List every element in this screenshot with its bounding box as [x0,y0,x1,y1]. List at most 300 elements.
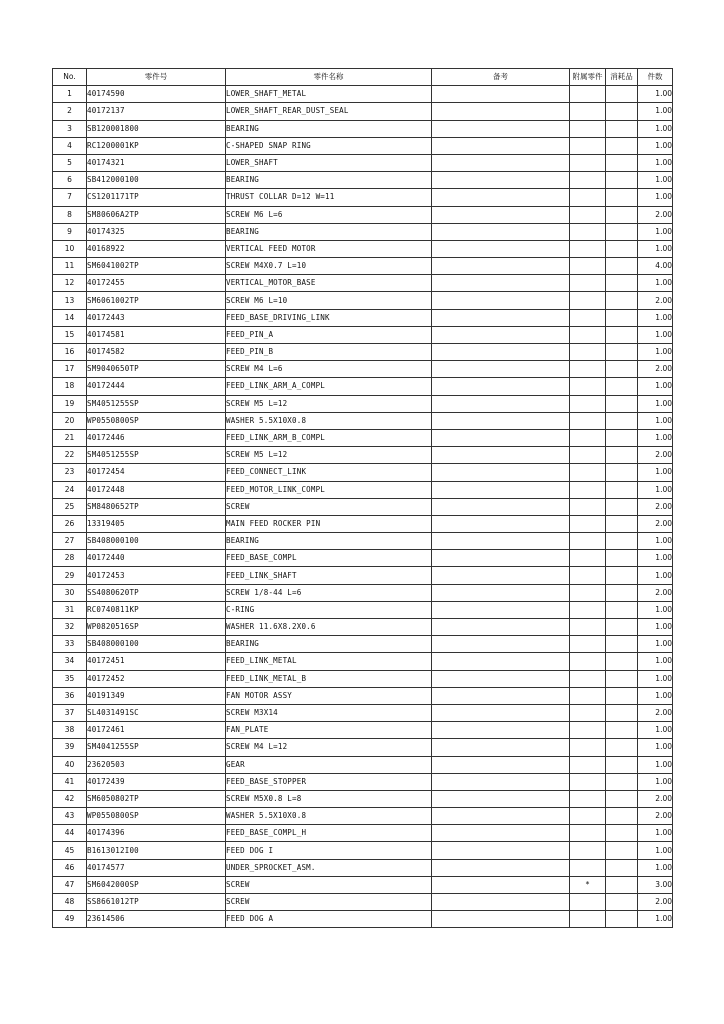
cell-consumable [606,584,638,601]
cell-qty: 1.00 [638,653,673,670]
cell-part-no: 40174325 [87,223,226,240]
cell-qty: 1.00 [638,567,673,584]
cell-consumable [606,670,638,687]
cell-part-name: BEARING [226,533,432,550]
cell-no: 22 [53,447,87,464]
cell-part-no: CS1201171TP [87,189,226,206]
table-row [53,154,673,171]
cell-accessory [570,533,606,550]
cell-consumable [606,567,638,584]
cell-consumable [606,601,638,618]
table-row [53,206,673,223]
cell-part-no: SM6041002TP [87,258,226,275]
cell-qty: 2.00 [638,292,673,309]
header-remarks: 备考 [432,69,570,86]
cell-accessory [570,447,606,464]
cell-part-no: 40174396 [87,825,226,842]
cell-part-name: SCREW M6 L=6 [226,206,432,223]
cell-qty: 1.00 [638,773,673,790]
cell-accessory [570,515,606,532]
cell-no: 29 [53,567,87,584]
cell-remarks [432,464,570,481]
cell-consumable [606,172,638,189]
cell-qty: 1.00 [638,533,673,550]
cell-accessory [570,619,606,636]
cell-qty: 4.00 [638,258,673,275]
cell-accessory [570,739,606,756]
table-row [53,876,673,893]
cell-part-no: SM6042000SP [87,876,226,893]
table-row [53,619,673,636]
table-row [53,326,673,343]
cell-part-no: 40172444 [87,378,226,395]
cell-part-no: B1613012I00 [87,842,226,859]
cell-part-no: 40172453 [87,567,226,584]
table-row [53,584,673,601]
cell-qty: 1.00 [638,859,673,876]
cell-no: 21 [53,429,87,446]
cell-accessory [570,206,606,223]
cell-consumable [606,842,638,859]
table-row [53,447,673,464]
cell-part-name: FAN MOTOR ASSY [226,687,432,704]
cell-part-name: SCREW M6 L=10 [226,292,432,309]
cell-qty: 1.00 [638,412,673,429]
cell-part-name: VERTICAL FEED MOTOR [226,240,432,257]
cell-consumable [606,687,638,704]
cell-qty: 1.00 [638,601,673,618]
cell-part-name: C-SHAPED SNAP RING [226,137,432,154]
cell-remarks [432,894,570,911]
cell-part-name: SCREW [226,894,432,911]
cell-accessory [570,361,606,378]
cell-part-no: RC0740811KP [87,601,226,618]
cell-no: 3 [53,120,87,137]
cell-part-no: 40174577 [87,859,226,876]
cell-remarks [432,550,570,567]
cell-remarks [432,275,570,292]
cell-no: 40 [53,756,87,773]
cell-remarks [432,876,570,893]
cell-part-no: SB120001800 [87,120,226,137]
table-row [53,481,673,498]
cell-consumable [606,808,638,825]
table-row [53,86,673,103]
table-row [53,773,673,790]
cell-accessory [570,275,606,292]
cell-accessory [570,154,606,171]
cell-part-name: SCREW M5 L=12 [226,447,432,464]
cell-qty: 1.00 [638,309,673,326]
cell-part-name: SCREW 1/8-44 L=6 [226,584,432,601]
cell-no: 4 [53,137,87,154]
cell-part-name: SCREW [226,498,432,515]
cell-part-name: LOWER_SHAFT_REAR_DUST_SEAL [226,103,432,120]
cell-no: 48 [53,894,87,911]
cell-part-name: SCREW [226,876,432,893]
cell-consumable [606,550,638,567]
cell-remarks [432,240,570,257]
table-row [53,808,673,825]
cell-accessory [570,653,606,670]
cell-part-no: 23620503 [87,756,226,773]
table-row [53,653,673,670]
cell-remarks [432,601,570,618]
cell-remarks [432,670,570,687]
cell-consumable [606,223,638,240]
cell-part-no: 40174321 [87,154,226,171]
cell-accessory [570,223,606,240]
cell-qty: 1.00 [638,326,673,343]
table-row [53,550,673,567]
header-qty: 件数 [638,69,673,86]
cell-part-no: SB408000100 [87,636,226,653]
cell-no: 36 [53,687,87,704]
cell-consumable [606,790,638,807]
cell-remarks [432,395,570,412]
cell-no: 47 [53,876,87,893]
cell-no: 1 [53,86,87,103]
cell-accessory [570,808,606,825]
cell-part-name: FEED_CONNECT_LINK [226,464,432,481]
cell-qty: 2.00 [638,790,673,807]
cell-consumable [606,412,638,429]
cell-no: 37 [53,704,87,721]
cell-accessory [570,412,606,429]
cell-qty: 2.00 [638,584,673,601]
cell-remarks [432,567,570,584]
cell-qty: 1.00 [638,842,673,859]
cell-qty: 1.00 [638,550,673,567]
cell-remarks [432,722,570,739]
cell-consumable [606,189,638,206]
cell-consumable [606,206,638,223]
cell-consumable [606,137,638,154]
cell-accessory [570,395,606,412]
cell-consumable [606,739,638,756]
cell-accessory [570,670,606,687]
cell-qty: 2.00 [638,498,673,515]
cell-part-name: FEED_BASE_DRIVING_LINK [226,309,432,326]
cell-accessory [570,103,606,120]
cell-remarks [432,206,570,223]
cell-remarks [432,704,570,721]
cell-qty: 2.00 [638,808,673,825]
cell-consumable [606,722,638,739]
cell-remarks [432,653,570,670]
cell-remarks [432,258,570,275]
cell-accessory [570,584,606,601]
cell-part-no: 13319405 [87,515,226,532]
cell-consumable [606,378,638,395]
cell-part-name: GEAR [226,756,432,773]
cell-part-name: FEED_PIN_A [226,326,432,343]
cell-accessory [570,86,606,103]
cell-no: 43 [53,808,87,825]
cell-part-name: WASHER 5.5X10X0.8 [226,808,432,825]
cell-consumable [606,515,638,532]
cell-qty: 1.00 [638,739,673,756]
cell-accessory [570,859,606,876]
cell-part-name: WASHER 11.6X8.2X0.6 [226,619,432,636]
cell-consumable [606,825,638,842]
cell-no: 26 [53,515,87,532]
cell-qty: 2.00 [638,704,673,721]
cell-no: 46 [53,859,87,876]
table-row [53,137,673,154]
cell-accessory [570,429,606,446]
cell-accessory [570,550,606,567]
cell-no: 2 [53,103,87,120]
cell-part-name: WASHER 5.5X10X0.8 [226,412,432,429]
cell-qty: 1.00 [638,154,673,171]
cell-part-name: FEED_LINK_ARM_B_COMPL [226,429,432,446]
cell-part-name: FEED_PIN_B [226,344,432,361]
cell-accessory [570,464,606,481]
cell-no: 17 [53,361,87,378]
cell-accessory [570,894,606,911]
cell-part-name: SCREW M5 L=12 [226,395,432,412]
cell-part-no: WP0550800SP [87,808,226,825]
cell-remarks [432,292,570,309]
cell-accessory [570,704,606,721]
cell-consumable [606,292,638,309]
cell-part-name: BEARING [226,636,432,653]
table-row [53,378,673,395]
cell-part-no: 40174581 [87,326,226,343]
cell-accessory [570,137,606,154]
cell-part-name: FEED DOG I [226,842,432,859]
cell-qty: 1.00 [638,395,673,412]
cell-consumable [606,894,638,911]
cell-accessory [570,636,606,653]
cell-no: 30 [53,584,87,601]
cell-accessory [570,240,606,257]
cell-remarks [432,86,570,103]
cell-part-name: FEED_BASE_STOPPER [226,773,432,790]
header-no: No. [53,69,87,86]
cell-no: 10 [53,240,87,257]
cell-part-name: SCREW M4X0.7 L=10 [226,258,432,275]
cell-accessory [570,189,606,206]
cell-part-no: 40174590 [87,86,226,103]
cell-remarks [432,859,570,876]
cell-part-no: WP0820516SP [87,619,226,636]
cell-qty: 1.00 [638,481,673,498]
table-row [53,292,673,309]
cell-part-name: FEED DOG A [226,911,432,928]
cell-consumable [606,464,638,481]
cell-remarks [432,687,570,704]
cell-consumable [606,103,638,120]
cell-qty: 1.00 [638,911,673,928]
table-row [53,894,673,911]
cell-part-name: FAN_PLATE [226,722,432,739]
cell-remarks [432,584,570,601]
cell-accessory [570,911,606,928]
cell-part-no: SS4080620TP [87,584,226,601]
cell-no: 19 [53,395,87,412]
cell-part-no: SM4041255SP [87,739,226,756]
cell-accessory [570,687,606,704]
cell-consumable [606,876,638,893]
cell-no: 28 [53,550,87,567]
cell-no: 13 [53,292,87,309]
table-row [53,842,673,859]
cell-qty: 1.00 [638,86,673,103]
cell-accessory [570,481,606,498]
cell-qty: 1.00 [638,756,673,773]
cell-consumable [606,447,638,464]
cell-remarks [432,344,570,361]
cell-part-name: SCREW M4 L=12 [226,739,432,756]
cell-accessory [570,842,606,859]
header-consumable: 消耗品 [606,69,638,86]
cell-consumable [606,911,638,928]
cell-part-no: SS8661012TP [87,894,226,911]
cell-remarks [432,412,570,429]
table-row [53,240,673,257]
table-row [53,412,673,429]
cell-consumable [606,395,638,412]
table-row [53,498,673,515]
cell-qty: 2.00 [638,361,673,378]
cell-consumable [606,533,638,550]
cell-no: 42 [53,790,87,807]
cell-qty: 1.00 [638,137,673,154]
cell-qty: 2.00 [638,894,673,911]
cell-no: 31 [53,601,87,618]
cell-qty: 1.00 [638,429,673,446]
cell-no: 5 [53,154,87,171]
cell-remarks [432,481,570,498]
cell-consumable [606,653,638,670]
cell-remarks [432,533,570,550]
cell-part-no: SM4051255SP [87,447,226,464]
cell-consumable [606,498,638,515]
cell-accessory [570,292,606,309]
cell-part-name: FEED_BASE_COMPL [226,550,432,567]
table-row [53,258,673,275]
cell-part-name: FEED_BASE_COMPL_H [226,825,432,842]
cell-no: 20 [53,412,87,429]
table-row [53,275,673,292]
cell-no: 8 [53,206,87,223]
cell-accessory [570,120,606,137]
cell-part-name: LOWER_SHAFT_METAL [226,86,432,103]
cell-remarks [432,515,570,532]
cell-accessory [570,601,606,618]
cell-part-no: SB408000100 [87,533,226,550]
cell-no: 33 [53,636,87,653]
cell-part-no: SB412000100 [87,172,226,189]
table-row [53,395,673,412]
table-row [53,859,673,876]
cell-no: 45 [53,842,87,859]
cell-part-name: FEED_LINK_METAL [226,653,432,670]
cell-consumable [606,773,638,790]
cell-no: 16 [53,344,87,361]
cell-part-no: 40172461 [87,722,226,739]
table-row [53,567,673,584]
table-row [53,704,673,721]
cell-part-name: UNDER_SPROCKET_ASM. [226,859,432,876]
cell-consumable [606,859,638,876]
table-row [53,825,673,842]
cell-consumable [606,429,638,446]
cell-qty: 1.00 [638,240,673,257]
table-row [53,911,673,928]
cell-part-no: 40172454 [87,464,226,481]
cell-remarks [432,739,570,756]
cell-part-no: 40168922 [87,240,226,257]
cell-remarks [432,154,570,171]
cell-part-name: FEED_LINK_ARM_A_COMPL [226,378,432,395]
table-row [53,790,673,807]
cell-qty: 1.00 [638,189,673,206]
cell-part-no: SM8480652TP [87,498,226,515]
cell-part-no: 40174582 [87,344,226,361]
cell-part-no: 40172455 [87,275,226,292]
cell-part-no: SM9040650TP [87,361,226,378]
cell-consumable [606,275,638,292]
cell-consumable [606,154,638,171]
cell-remarks [432,773,570,790]
cell-accessory [570,790,606,807]
cell-accessory [570,344,606,361]
cell-consumable [606,240,638,257]
table-row [53,103,673,120]
cell-accessory [570,756,606,773]
cell-qty: 1.00 [638,344,673,361]
cell-qty: 2.00 [638,206,673,223]
table-row [53,739,673,756]
cell-accessory [570,172,606,189]
table-row [53,172,673,189]
cell-part-name: SCREW M5X0.8 L=8 [226,790,432,807]
cell-remarks [432,378,570,395]
table-row [53,120,673,137]
cell-no: 12 [53,275,87,292]
cell-no: 34 [53,653,87,670]
cell-consumable [606,704,638,721]
cell-part-name: MAIN FEED ROCKER PIN [226,515,432,532]
cell-no: 14 [53,309,87,326]
cell-accessory [570,498,606,515]
cell-no: 35 [53,670,87,687]
cell-part-no: RC1200001KP [87,137,226,154]
table-row [53,533,673,550]
cell-part-name: BEARING [226,120,432,137]
cell-remarks [432,756,570,773]
cell-qty: 1.00 [638,120,673,137]
cell-qty: 2.00 [638,447,673,464]
cell-consumable [606,756,638,773]
cell-no: 25 [53,498,87,515]
table-row [53,670,673,687]
cell-consumable [606,344,638,361]
cell-part-no: 40172137 [87,103,226,120]
cell-part-name: C-RING [226,601,432,618]
cell-remarks [432,172,570,189]
table-row [53,464,673,481]
cell-no: 39 [53,739,87,756]
cell-part-name: FEED_LINK_SHAFT [226,567,432,584]
cell-no: 49 [53,911,87,928]
cell-consumable [606,309,638,326]
cell-part-name: VERTICAL_MOTOR_BASE [226,275,432,292]
header-part-name: 零件名称 [226,69,432,86]
